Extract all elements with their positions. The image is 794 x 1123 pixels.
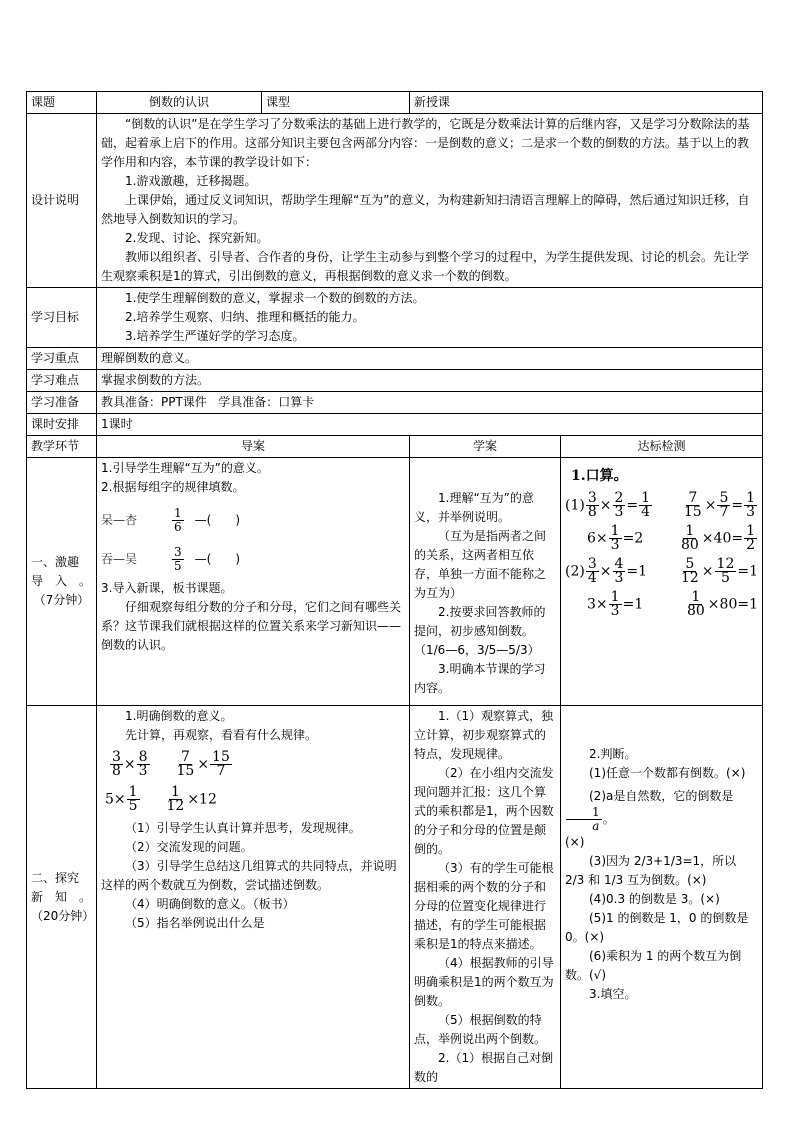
type-value: 新授课 [410, 92, 763, 114]
pair2-words: 吞—吴 [101, 552, 138, 566]
section2-check [561, 706, 763, 1089]
section2-study [410, 706, 561, 1089]
frac-den: 15 [683, 504, 702, 520]
eq-g [587, 591, 643, 618]
whole-number: 40 [713, 530, 732, 547]
study-line: 1.理解“互为”的意义，并举例说明。 [414, 491, 534, 524]
frac-den: 3 [610, 537, 620, 553]
frac-den: 15 [176, 763, 195, 779]
eq-row-2 [565, 525, 758, 552]
stage-line: 导 入 。 [31, 574, 92, 588]
guide-item: （3）引导学生总结这几组算式的共同特点，并说明这样的两个数就互为倒数，尝试描述倒数。 [101, 859, 397, 892]
frac-den: 12 [680, 570, 699, 586]
col-stage: 教学环节 [27, 436, 97, 458]
frac-num: 1 [641, 490, 651, 506]
frac-num: 8 [138, 749, 148, 765]
eq-e [565, 558, 647, 585]
guide-line: 3.导入新课，板书课题。 [101, 581, 233, 595]
frac [715, 558, 737, 585]
frac-den: 80 [686, 603, 705, 619]
word-pair-1 [101, 507, 405, 534]
judge-item: (5)1 的倒数是 1，0 的倒数是 0。(×) [565, 911, 749, 944]
key-point-label: 学习重点 [27, 348, 97, 370]
frac [586, 492, 599, 519]
col-study: 学案 [410, 436, 561, 458]
guide-line: 仔细观察每组分数的分子和分母，它们之间有哪些关系？这节课我们就根据这样的位置关系来学习新知识——倒数的认识。 [101, 600, 402, 652]
difficulty-row [27, 370, 763, 392]
prep-label: 学习准备 [27, 392, 97, 414]
column-header-row [27, 436, 763, 458]
stage-line: 一、激趣 [31, 555, 80, 569]
result: 2 [634, 530, 644, 547]
study-line: （互为是指两者之间的关系，这两者相互依存，单独一方面不能称之为互为） [414, 529, 547, 600]
design-paragraph: “倒数的认识”是在学生学习了分数乘法的基础上进行教学的，它既是分数乘法计算的后继内容，又是学习分数除法的基础，起着承上启下的作用。这部分知识主要包含两部分内容：一是倒数的意义；二是求一个数的倒数的方法。基于以上的教学作用和内容，本节课的教学设计如下： [101, 117, 750, 169]
frac [127, 786, 140, 813]
equals-sign: = [737, 563, 750, 580]
stage-line: （7分钟） [33, 593, 90, 607]
frac-den: 5 [128, 798, 138, 814]
equals-sign: = [731, 497, 744, 514]
schedule-value: 1课时 [97, 414, 763, 436]
equals-sign: = [731, 530, 744, 547]
equals-sign: = [622, 530, 635, 547]
frac [613, 492, 626, 519]
times-sign: × [599, 497, 612, 514]
judge-text: 。 [602, 812, 615, 826]
eq-f [678, 558, 758, 585]
frac [609, 591, 622, 618]
frac-den: 7 [719, 504, 729, 520]
product-row-2 [105, 786, 405, 813]
goal-item: 2.培养学生观察、归纳、推理和概括的能力。 [125, 310, 365, 324]
pair2-fraction [172, 546, 184, 573]
whole-number: 6 [587, 530, 596, 547]
section1-study [410, 458, 561, 706]
frac [609, 525, 622, 552]
difficulty-value: 掌握求倒数的方法。 [97, 370, 763, 392]
frac-den: 3 [614, 504, 624, 520]
key-point-value: 理解倒数的意义。 [97, 348, 763, 370]
result: 1 [749, 596, 759, 613]
eq-b [681, 492, 758, 519]
frac-den: 8 [112, 763, 121, 779]
eq-d [678, 525, 758, 552]
difficulty-label: 学习难点 [27, 370, 97, 392]
product-row-1 [109, 751, 405, 778]
key-point-row [27, 348, 763, 370]
judge-item: (4)0.3 的倒数是 3。(×) [589, 892, 720, 906]
goal-item: 1.使学生理解倒数的意义，掌握求一个数的倒数的方法。 [125, 291, 425, 305]
frac-den: 8 [587, 504, 597, 520]
frac-den: 5 [720, 570, 730, 586]
judge-mark: (×) [565, 835, 585, 849]
frac [174, 751, 196, 778]
times-sign: × [187, 791, 200, 808]
frac-num: 15 [212, 749, 230, 765]
guide-line: 1.引导学生理解“互为”的意义。 [101, 461, 269, 475]
section1-row [27, 458, 763, 706]
oral-calc-title: 1.口算。 [571, 468, 628, 484]
times-sign: × [701, 530, 714, 547]
design-paragraph: 1.游戏激趣，迁移揭题。 [125, 174, 257, 188]
frac-num: 1 [174, 506, 182, 520]
frac-num: 7 [180, 749, 190, 765]
guide-line: 2.根据每组字的规律填数。 [101, 480, 245, 494]
section1-stage [27, 458, 97, 706]
eq-row-3 [565, 558, 758, 585]
frac [744, 492, 757, 519]
pair1-fraction [172, 507, 184, 534]
whole-number: 5 [105, 791, 114, 808]
frac-num: 1 [128, 784, 138, 800]
schedule-row [27, 414, 763, 436]
lesson-plan-table [26, 91, 763, 1089]
times-sign: × [123, 756, 136, 773]
frac-den: 12 [166, 798, 185, 814]
judge-title: 2.判断。 [589, 747, 637, 761]
eq-a [565, 492, 653, 519]
section2-guide [97, 706, 410, 1089]
type-label: 课型 [262, 92, 410, 114]
frac [679, 525, 701, 552]
schedule-label: 课时安排 [27, 414, 97, 436]
frac-num: 7 [688, 490, 698, 506]
frac [566, 806, 602, 833]
design-label: 设计说明 [27, 114, 97, 288]
frac [110, 751, 123, 778]
times-sign: × [595, 596, 608, 613]
section1-guide [97, 458, 410, 706]
study-line: （2）在小组内交流发现问题并汇报：这几个算式的乘积都是1，两个因数的分子和分母的位置是颠倒的。 [414, 766, 554, 856]
equals-sign: = [626, 563, 639, 580]
frac-num: 3 [587, 490, 597, 506]
frac-num: 1 [746, 490, 756, 506]
frac-num: 1 [691, 589, 701, 605]
frac-num: 5 [685, 556, 695, 572]
times-sign: × [113, 791, 126, 808]
group-2-label: (2) [565, 563, 585, 580]
pair2-blank: —( ) [194, 552, 241, 566]
guide-item: （5）指名举例说出什么是 [125, 916, 265, 930]
goal-item: 3.培养学生严谨好学的学习态度。 [125, 329, 305, 343]
frac [586, 558, 599, 585]
frac [164, 786, 186, 813]
design-paragraph: 上课伊始，通过反义词知识，帮助学生理解“互为”的意义，为构建新知扫清语言理解上的障碍，然后通过知识迁移，自然地导入倒数知识的学习。 [101, 193, 750, 226]
stage-line: 新 知 。 [31, 889, 92, 904]
section2-stage [27, 706, 97, 1089]
frac-den: 7 [216, 763, 226, 779]
frac-num: 3 [174, 545, 182, 559]
eq-row-1 [565, 492, 758, 519]
times-sign: × [197, 756, 210, 773]
judge-item: (6)乘积为 1 的两个数互为倒数。(√) [565, 949, 742, 982]
study-line: 1.（1）观察算式，独立计算，初步观察算式的特点，发现规律。 [414, 709, 554, 761]
frac-num: 1 [566, 806, 602, 820]
frac-num: 5 [719, 490, 729, 506]
guide-item: （2）交流发现的问题。 [125, 840, 253, 854]
result: 1 [638, 563, 648, 580]
fill-title: 3.填空。 [589, 987, 637, 1001]
frac-den: 2 [746, 537, 756, 553]
study-line: 2.按要求回答教师的提问，初步感知倒数。 [414, 605, 546, 638]
goals-label: 学习目标 [27, 288, 97, 348]
frac [210, 751, 232, 778]
judge-item [565, 787, 758, 833]
frac [137, 751, 150, 778]
section1-check [561, 458, 763, 706]
topic-value: 倒数的认识 [97, 92, 262, 114]
equals-sign: = [622, 596, 635, 613]
study-line: （1/6—6，3/5—5/3） [414, 643, 540, 657]
frac [744, 525, 757, 552]
guide-item: （4）明确倒数的意义。（板书） [125, 897, 295, 911]
frac [717, 492, 730, 519]
judge-item: (1)任意一个数都有倒数。(×) [589, 766, 746, 780]
frac-den: 3 [746, 504, 756, 520]
eq-row-4 [565, 591, 758, 618]
stage-line: （20分钟） [31, 908, 95, 923]
frac-den: 4 [587, 570, 597, 586]
judge-item: (3)因为 2/3+1/3=1，所以 2/3 和 1/3 互为倒数。(×) [565, 854, 737, 887]
whole-number: 3 [587, 596, 596, 613]
frac-num: 1 [746, 523, 756, 539]
group-1-label: (1) [565, 497, 585, 514]
judge-text: (2)a是自然数，它的倒数是 [589, 789, 734, 803]
eq-h [684, 591, 758, 618]
frac-den: 4 [641, 504, 651, 520]
design-row [27, 114, 763, 288]
whole-number: 12 [199, 791, 217, 808]
frac-den: 80 [680, 537, 699, 553]
frac-den: a [592, 819, 600, 833]
frac [613, 558, 626, 585]
study-line: 2.（1）根据自己对倒数的 [414, 1051, 554, 1084]
frac-num: 1 [170, 784, 180, 800]
pair1-words: 呆—杏 [101, 513, 138, 527]
whole-number: 80 [719, 596, 738, 613]
col-guide: 导案 [97, 436, 410, 458]
frac-num: 1 [610, 523, 620, 539]
frac-num: 4 [614, 556, 624, 572]
design-paragraph: 教师以组织者、引导者、合作者的身份，让学生主动参与到整个学习的过程中，为学生提供发现、讨论的机会。先让学生观察乘积是1的算式，引出倒数的意义，再根据倒数的意义求一个数的倒数。 [101, 250, 750, 283]
eq-c [587, 525, 643, 552]
frac-num: 3 [587, 556, 597, 572]
pair1-blank: —( ) [194, 513, 241, 527]
frac-den: 3 [610, 603, 620, 619]
stage-line: 二、探究 [31, 870, 80, 885]
study-line: （3）有的学生可能根据相乘的两个数的分子和分母的位置变化规律进行描述，有的学生可能根据乘积是1的特点来描述。 [414, 861, 554, 951]
frac-num: 1 [610, 589, 620, 605]
frac-den: 6 [174, 520, 182, 534]
goals-content [97, 288, 763, 348]
frac-den: 5 [174, 559, 182, 573]
result: 1 [749, 563, 759, 580]
section2-row [27, 706, 763, 1089]
times-sign: × [704, 497, 717, 514]
design-content [97, 114, 763, 288]
design-paragraph: 2.发现、讨论、探究新知。 [125, 231, 269, 245]
topic-label: 课题 [27, 92, 97, 114]
col-check: 达标检测 [561, 436, 763, 458]
study-line: 3.明确本节课的学习内容。 [414, 662, 546, 695]
header-row [27, 92, 763, 114]
frac-num: 12 [716, 556, 735, 572]
result: 1 [634, 596, 644, 613]
word-pair-2 [101, 546, 405, 573]
goals-row [27, 288, 763, 348]
times-sign: × [701, 563, 714, 580]
frac-num: 1 [685, 523, 695, 539]
guide-item: （1）引导学生认真计算并思考，发现规律。 [125, 821, 361, 835]
frac-num: 2 [614, 490, 624, 506]
frac-den: 3 [614, 570, 624, 586]
frac-num: 3 [112, 749, 121, 765]
prep-value: 教具准备：PPT课件 学具准备：口算卡 [97, 392, 763, 414]
frac-den: 3 [138, 763, 148, 779]
guide-line: 先计算，再观察，看看有什么规律。 [125, 728, 318, 742]
frac [682, 492, 704, 519]
times-sign: × [595, 530, 608, 547]
prep-row [27, 392, 763, 414]
times-sign: × [707, 596, 720, 613]
study-line: （4）根据教师的引导明确乘积是1的两个数互为倒数。 [414, 956, 554, 1008]
equals-sign: = [626, 497, 639, 514]
study-line: （5）根据倒数的特点，举例说出两个倒数。 [414, 1013, 547, 1046]
frac [639, 492, 652, 519]
frac [679, 558, 701, 585]
guide-line: 1.明确倒数的意义。 [125, 709, 233, 723]
frac [685, 591, 707, 618]
times-sign: × [599, 563, 612, 580]
equals-sign: = [737, 596, 750, 613]
